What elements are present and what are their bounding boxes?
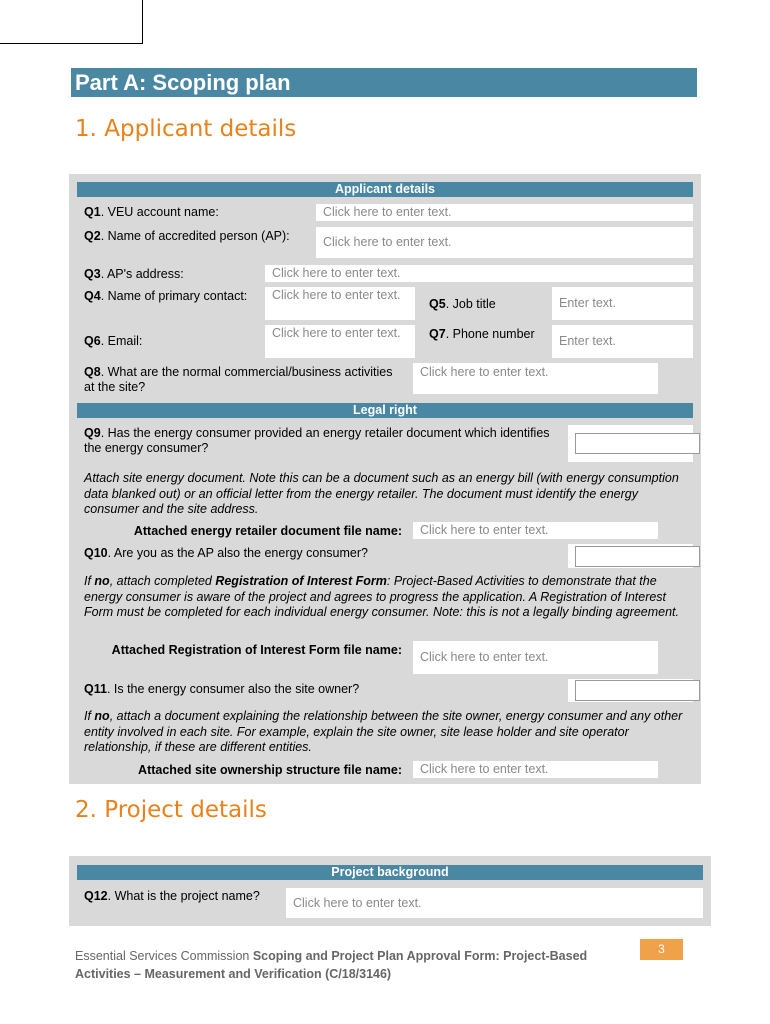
- q11-label: Q11. Is the energy consumer also the site owner?: [84, 682, 360, 696]
- page-number: 3: [640, 939, 683, 960]
- energy-retailer-document-file-input[interactable]: Click here to enter text.: [413, 522, 658, 539]
- q4-label: Q4. Name of primary contact:: [84, 289, 248, 303]
- q3-address-input[interactable]: Click here to enter text.: [265, 265, 693, 282]
- q2-label: Q2. Name of accredited person (AP):: [84, 229, 290, 243]
- q9-answer-select[interactable]: [575, 433, 700, 454]
- q10-label: Q10. Are you as the AP also the energy consumer?: [84, 546, 368, 560]
- q12-label: Q12. What is the project name?: [84, 889, 260, 903]
- q3-label: Q3. AP's address:: [84, 267, 184, 281]
- page-footer: Essential Services Commission Scoping and Project Plan Approval Form: Project-Based Activities – Measurement and Verification (C/18/3146): [75, 949, 588, 981]
- q7-label: Q7. Phone number: [429, 327, 535, 341]
- q7-phone-input[interactable]: Enter text.: [552, 325, 693, 358]
- q10-answer-select[interactable]: [575, 546, 700, 567]
- part-title: Part A: Scoping plan: [71, 68, 697, 97]
- section-heading-applicant: 1. Applicant details: [75, 116, 297, 142]
- q8-label: Q8. What are the normal commercial/business activities at the site?: [84, 365, 393, 394]
- q5-label: Q5. Job title: [429, 297, 496, 311]
- q2-accredited-person-input[interactable]: Click here to enter text.: [316, 227, 693, 258]
- q6-label: Q6. Email:: [84, 334, 143, 348]
- legal-right-header: Legal right: [77, 403, 693, 418]
- attach10-label: Attached Registration of Interest Form file name:: [111, 643, 402, 657]
- section-heading-project: 2. Project details: [75, 797, 267, 823]
- q1-account-name-input[interactable]: Click here to enter text.: [316, 204, 693, 221]
- project-background-header: Project background: [77, 865, 703, 880]
- q11-instruction-note: If no, attach a document explaining the relationship between the site owner, energy consumer and any other entity involved in each site. For example, explain the site owner, site lease holder and site operator relationship, if these are different entities.: [84, 709, 683, 754]
- q6-email-input[interactable]: Click here to enter text.: [265, 325, 415, 358]
- q9-instruction-note: Attach site energy document. Note this can be a document such as an energy bill (with energy consumption data blanked out) or an official letter from the energy retailer. The document must identify the energy consumer and the site address.: [84, 471, 679, 516]
- attach11-label: Attached site ownership structure file name:: [138, 763, 402, 777]
- site-ownership-structure-file-input[interactable]: Click here to enter text.: [413, 761, 658, 778]
- corner-frame: [0, 0, 143, 44]
- applicant-details-header: Applicant details: [77, 182, 693, 197]
- registration-of-interest-file-input[interactable]: Click here to enter text.: [413, 641, 658, 674]
- q5-job-title-input[interactable]: Enter text.: [552, 287, 693, 320]
- q1-label: Q1. VEU account name:: [84, 205, 219, 219]
- attach9-label: Attached energy retailer document file name:: [133, 524, 402, 538]
- q9-label: Q9. Has the energy consumer provided an energy retailer document which identifies the energy consumer?: [84, 426, 550, 455]
- q4-primary-contact-input[interactable]: Click here to enter text.: [265, 287, 415, 320]
- q11-answer-select[interactable]: [575, 680, 700, 701]
- q12-project-name-input[interactable]: Click here to enter text.: [286, 888, 703, 918]
- q8-activities-input[interactable]: Click here to enter text.: [413, 363, 658, 394]
- q10-instruction-note: If no, attach completed Registration of Interest Form: Project-Based Activities to demonstrate that the energy consumer is aware of the project and agrees to progress the application. A Registration of Interest Form must be completed for each individual energy consumer. Note: this is not a legally binding agreement.: [84, 574, 679, 619]
